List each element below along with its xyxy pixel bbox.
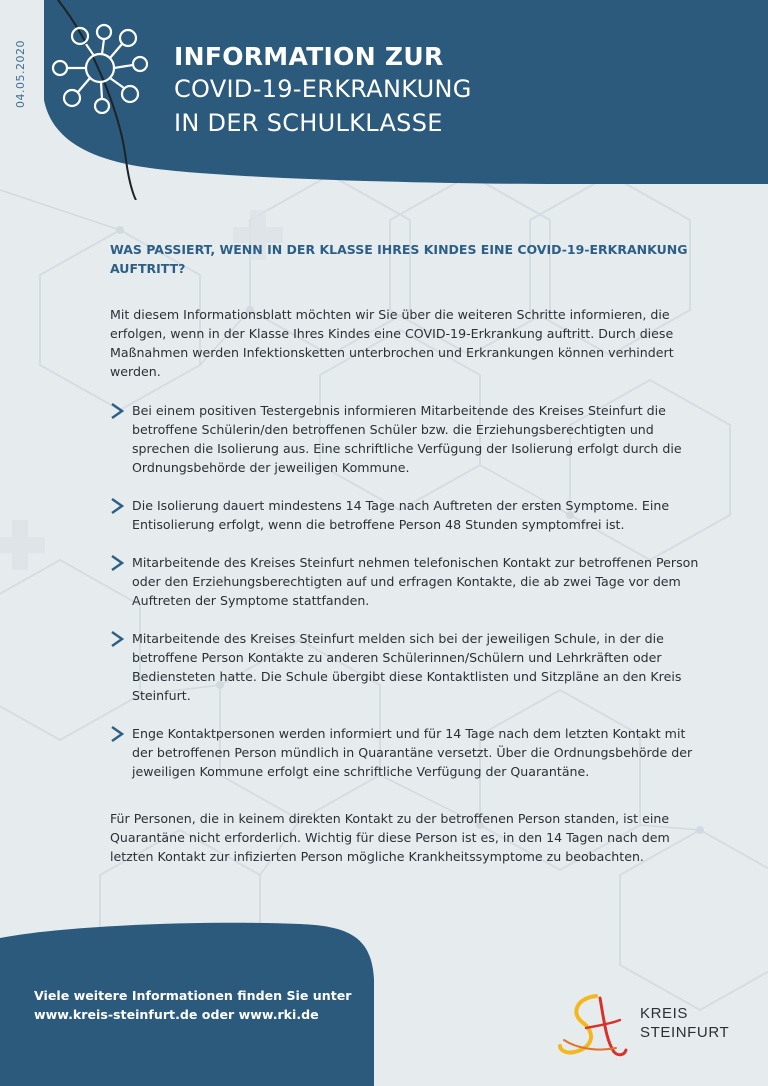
footer-links[interactable]: www.kreis-steinfurt.de oder www.rki.de	[34, 1007, 319, 1022]
footer-info	[34, 986, 352, 1024]
main-content	[110, 240, 708, 879]
list-item	[110, 496, 708, 534]
list-item	[110, 401, 708, 477]
logo-text-line-2: STEINFURT	[640, 1024, 730, 1041]
chevron-right-icon	[110, 631, 124, 647]
list-item	[110, 553, 708, 610]
logo-mark-icon	[556, 990, 628, 1060]
list-item-text: Mitarbeitende des Kreises Steinfurt nehmen telefonischen Kontakt zur betroffenen Person oder den Erziehungsberechtigten auf und erfragen Kontakte, die ab zwei Tage vor dem Auftreten der Symptome stattfanden.	[132, 555, 699, 608]
list-item	[110, 724, 708, 781]
logo-text	[640, 1004, 729, 1042]
page-title	[174, 42, 472, 140]
footer-line-1: Viele weitere Informationen finden Sie unter	[34, 988, 352, 1003]
list-item-text: Die Isolierung dauert mindestens 14 Tage nach Auftreten der ersten Symptome. Eine Entisolierung erfolgt, wenn die betroffene Person 48 Stunden symptomfrei ist.	[132, 498, 670, 532]
intro-paragraph: Mit diesem Informationsblatt möchten wir Sie über die weiteren Schritte informieren, die erfolgen, wenn in der Klasse Ihres Kindes eine COVID-19-Erkrankung auftritt. Durch diese Maßnahmen werden Infektionsketten unterbrochen und Erkrankungen können verhindert werden.	[110, 307, 674, 379]
chevron-right-icon	[110, 403, 124, 419]
chevron-right-icon	[110, 726, 124, 742]
chevron-right-icon	[110, 555, 124, 571]
title-line-1: INFORMATION ZUR	[174, 42, 444, 71]
list-item-text: Bei einem positiven Testergebnis informieren Mitarbeitende des Kreises Steinfurt die betroffene Schülerin/den betroffenen Schüler bzw. die Erziehungsberechtigten und sprechen die Isolierung aus. Eine schriftliche Verfügung der Isolierung erfolgt durch die Ordnungsbehörde der jeweiligen Kommune.	[132, 403, 682, 475]
kreis-steinfurt-logo	[556, 990, 746, 1060]
list-item	[110, 629, 708, 705]
chevron-right-icon	[110, 498, 124, 514]
logo-text-line-1: KREIS	[640, 1005, 689, 1022]
virus-icon	[50, 22, 148, 114]
section-heading: WAS PASSIERT, WENN IN DER KLASSE IHRES KINDES EINE COVID-19-ERKRANKUNG AUFTRITT?	[110, 242, 688, 276]
date-label: 04.05.2020	[14, 40, 27, 108]
title-line-2: COVID-19-ERKRANKUNG	[174, 75, 472, 103]
outro-paragraph: Für Personen, die in keinem direkten Kontakt zu der betroffenen Person standen, ist eine Quarantäne nicht erforderlich. Wichtig für diese Person ist es, in den 14 Tagen nach dem letzten Kontakt zur infizierten Person mögliche Krankheitssymptome zu beobachten.	[110, 811, 670, 864]
title-line-3: IN DER SCHULKLASSE	[174, 109, 443, 137]
list-item-text: Enge Kontaktpersonen werden informiert und für 14 Tage nach dem letzten Kontakt mit der betroffenen Person mündlich in Quarantäne versetzt. Über die Ordnungsbehörde der jeweiligen Kommune erfolgt eine schriftliche Verfügung der Quarantäne.	[132, 726, 693, 779]
list-item-text: Mitarbeitende des Kreises Steinfurt melden sich bei der jeweiligen Schule, in der die betroffene Person Kontakte zu anderen Schülerinnen/Schülern und Lehrkräften oder Bediensteten hatte. Die Schule übergibt diese Kontaktlisten und Sitzpläne an den Kreis Steinfurt.	[132, 631, 682, 703]
